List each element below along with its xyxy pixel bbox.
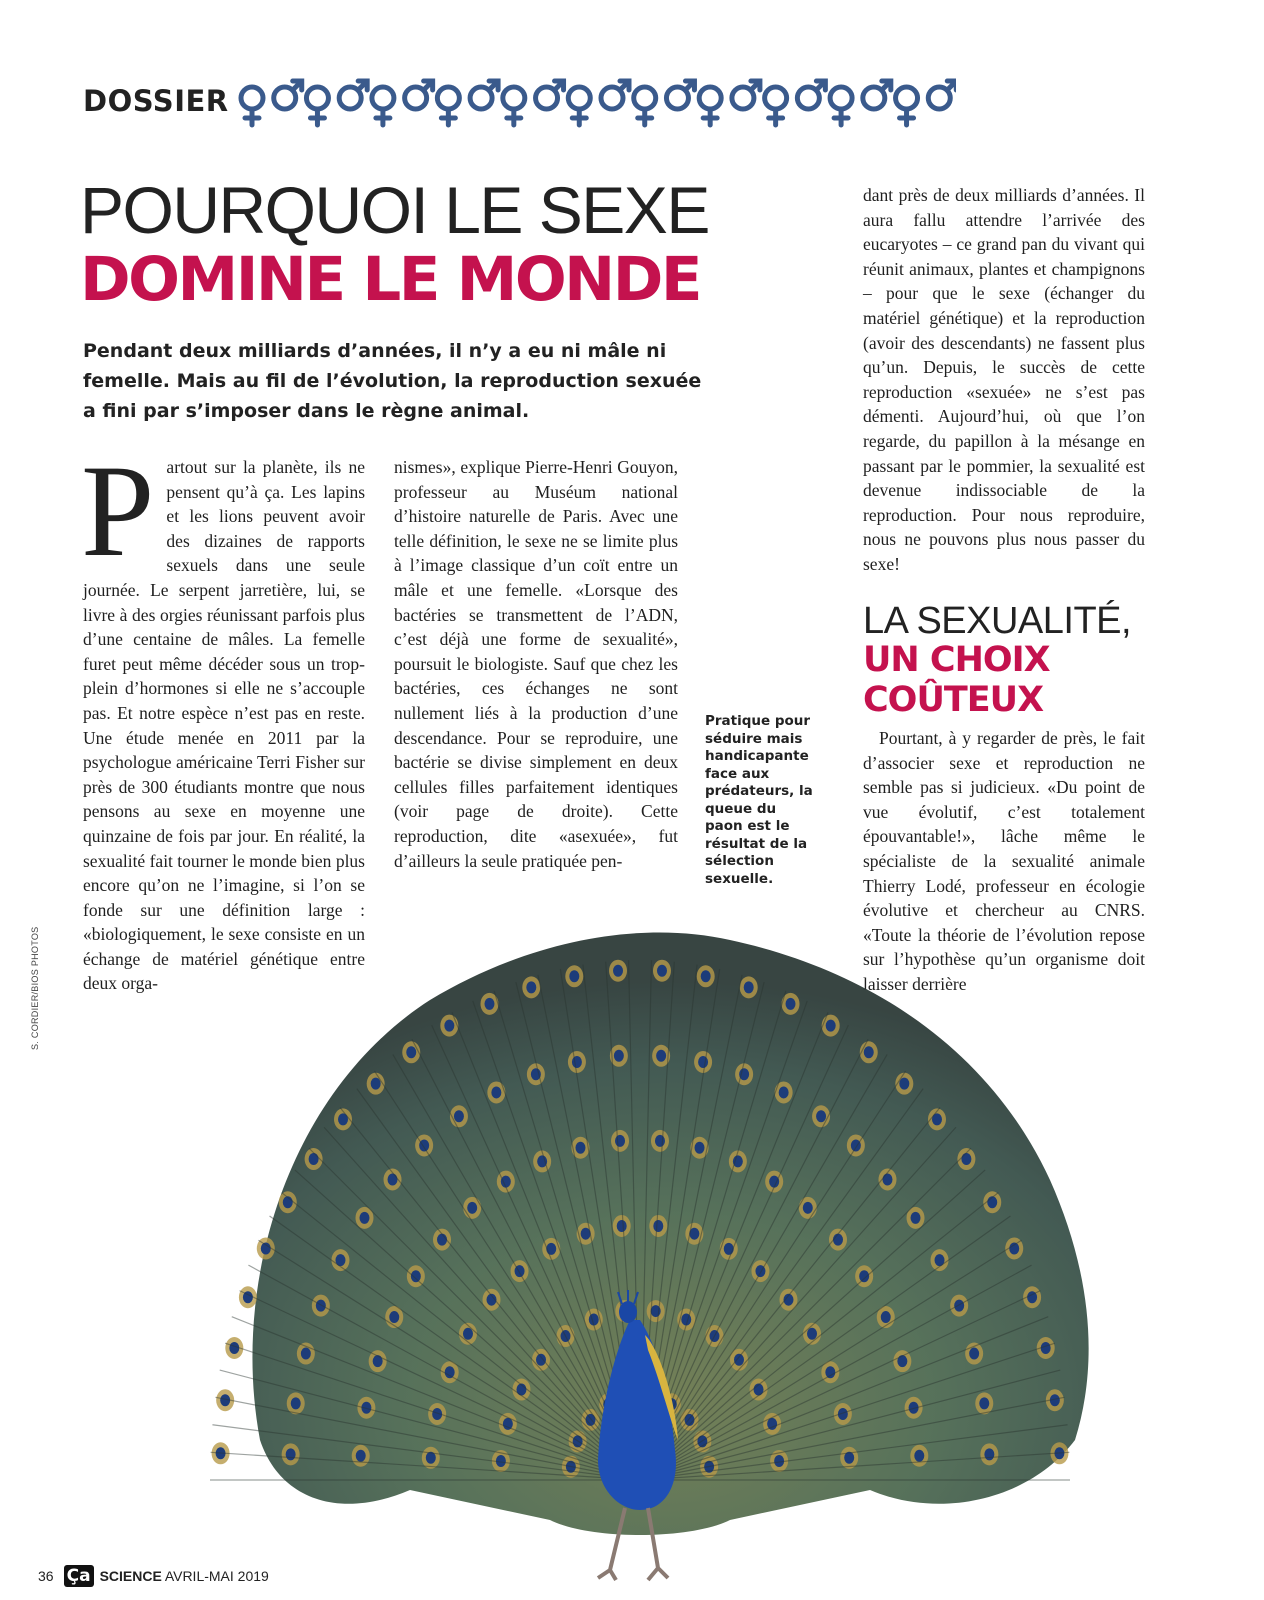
subheading-line1: LA SEXUALITÉ, (863, 600, 1132, 642)
page-footer (38, 1565, 269, 1587)
page-title-line2: DOMINE LE MONDE (80, 244, 701, 315)
body-text-3: dant près de deux milliards d’années. Il aura fallu attendre l’arrivée des eucaryotes – ce grand pan du vivant qui réunit animaux, plantes et champignons – pour que le sexe (échanger du matériel génétique) et la reproduction (avoir des descendants) ne fassent plus qu’un. Depuis, le succès de cette reproduction «sexuée» ne s’est pas démenti. Aujourd’hui, où que l’on regarde, du papillon à la mésange en passant par le pommier, la sexualité est devenue indissociable de la reproduction. Pour nous reproduire, nous ne pouvons plus nous passer du sexe! (863, 185, 1145, 574)
body-text-1: artout sur la planète, ils ne pensent qu’à ça. Les lapins et les lions peuvent avoir des dizaines de rapports sexuels dans une seule journée. Le serpent jarretière, lui, se livre à des orgies réunissant parfois plus d’une centaine de mâles. La femelle furet peut même décéder sous un trop-plein d’hormones si elle ne s’accouple pas. Et notre espèce n’est pas en reste. Une étude menée en 2011 par la psychologue américaine Terri Fisher sur près de 300 étudiants montre que nous pensons au sexe en moyenne une quinzaine de fois par jour. En réalité, la sexualité fait tourner le monde bien plus encore qu’on ne l’imagine, si l’on se fonde sur une définition large : «biologiquement, le sexe consiste en un échange de matériel génétique entre deux orga- (83, 457, 365, 994)
peacock-image (170, 880, 1130, 1600)
body-text-4: Pourtant, à y regarder de près, le fait d’associer sexe et reproduction ne semble pas si judicieux. «Du point de vue évolutif, c’est totalement épouvantable!», lâche même le spécialiste de la sexualité animale Thierry Lodé, professeur en écologie évolutive et chercheur au CNRS. «Toute la théorie de l’évolution repose sur l’hypothèse qu’un organisme doit laisser derrière (863, 728, 1145, 994)
body-column-2 (394, 455, 678, 873)
body-text-2: nismes», explique Pierre-Henri Gouyon, professeur au Muséum national d’histoire naturelle de Paris. Avec une telle définition, le sexe ne se limite plus à l’image classique d’un coït entre un mâle et une femelle. «Lorsque des bactéries se transmettent de l’ADN, c’est déjà une forme de sexualité», poursuit le biologiste. Sauf que chez les bactéries, ces échanges ne sont nullement liés à la production d’une descendance. Pour se reproduire, une bactérie se divise simplement en deux cellules filles parfaitement identiques (voir page de droite). Cette reproduction, dite «asexuée», fut d’ailleurs la seule pratiquée pen- (394, 457, 678, 871)
magazine-brand: SCIENCE (99, 1568, 162, 1584)
section-label: DOSSIER (83, 84, 229, 118)
body-column-3 (863, 183, 1145, 577)
drop-cap: P (81, 437, 155, 584)
lead-paragraph: Pendant deux milliards d’années, il n’y a eu ni mâle ni femelle. Mais au fil de l’évolution, la reproduction sexuée a fini par s’imposer dans le règne animal. (83, 340, 702, 422)
page-title-line1: POURQUOI LE SEXE (80, 173, 709, 247)
magazine-logo: Ça (64, 1565, 94, 1587)
page-number: 36 (38, 1568, 54, 1584)
photo-credit: S. CORDIER/BIOS PHOTOS (30, 926, 40, 1050)
subheading-line2: UN CHOIX COÛTEUX (863, 640, 1050, 720)
photo-caption: Pratique pour séduire mais handicapante face aux prédateurs, la queue du paon est le résultat de la sélection sexuelle. (705, 713, 813, 887)
issue-date: AVRIL-MAI 2019 (164, 1568, 269, 1584)
gender-symbols-icon (236, 78, 956, 128)
